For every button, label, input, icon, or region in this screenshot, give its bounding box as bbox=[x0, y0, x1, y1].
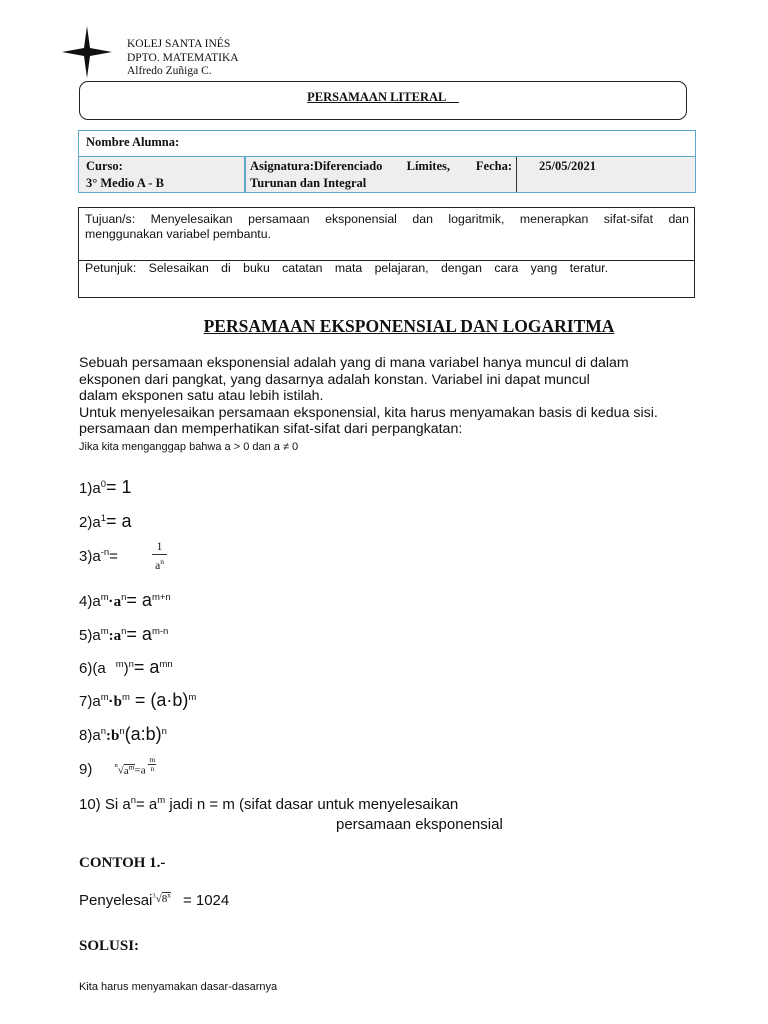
intro-line-4: Untuk menyelesaikan persamaan eksponensial, kita harus menyamakan basis di kedua sisi. bbox=[79, 405, 658, 421]
school-name: KOLEJ SANTA INÉS bbox=[127, 38, 231, 50]
section-title: PERSAMAAN EKSPONENSIAL DAN LOGARITMA bbox=[203, 316, 615, 336]
exponent-fraction: $\frac{m}{n}$ bbox=[149, 755, 156, 774]
example-title: CONTOH 1.- bbox=[79, 855, 166, 871]
example-equation: Penyelesai$^{^3√8^x}$ = 1024 bbox=[79, 890, 230, 909]
page-title: PERSAMAAN LITERAL bbox=[307, 90, 447, 104]
solution-text: Kita harus menyamakan dasar-dasarnya bbox=[79, 981, 278, 993]
property-1: $1)a^0= 1$ bbox=[79, 477, 132, 497]
intro-line-3: dalam eksponen satu atau lebih istilah. bbox=[79, 388, 324, 404]
course-value: 3° Medio A - B bbox=[86, 176, 164, 190]
goal-line-1: Tujuan/s: Menyelesaikan persamaan eksponensial dan logaritmik, menerapkan sifat-sifat dan bbox=[85, 212, 689, 226]
property-2: $2)a^1= a$ bbox=[79, 511, 132, 531]
property-4: $4)a^m\cdot a^n= a^{m+n}$ bbox=[79, 590, 171, 610]
property-8: $8)a^n:b^n(a:b)^n$ bbox=[79, 724, 167, 744]
school-cross-logo-icon bbox=[62, 26, 112, 78]
department-name: DPTO. MATEMATIKA bbox=[127, 51, 239, 64]
property-10: 10) Si $a^n= a^m$ jadi n = m (sifat dasar untuk menyelesaikan bbox=[79, 795, 459, 813]
cube-root-expression: 3√8x bbox=[152, 890, 171, 905]
assumption-text: Jika kita menganggap bahwa a > 0 dan a ≠ 0 bbox=[79, 441, 299, 453]
solution-title: SOLUSI: bbox=[79, 938, 140, 954]
intro-line-5: persamaan dan memperhatikan sifat-sifat dari perpangkatan: bbox=[79, 421, 463, 437]
intro-line-1: Sebuah persamaan eksponensial adalah yang di mana variabel hanya muncul di dalam bbox=[79, 355, 629, 371]
subject-line-2: Turunan dan Integral bbox=[250, 176, 367, 190]
title-box bbox=[79, 81, 687, 120]
intro-line-2: eksponen dari pangkat, yang dasarnya adalah konstan. Variabel ini dapat muncul bbox=[79, 372, 590, 388]
objectives-table bbox=[78, 207, 695, 298]
teacher-name: Alfredo Zuñiga C. bbox=[127, 65, 212, 77]
property-6: 6)(a $^m)^n= a^{mn}$ bbox=[79, 657, 173, 677]
property-7: $7)a^m\cdot b^m = (a\cdot b)^m$ bbox=[79, 690, 197, 710]
fraction-one-over-a-n: $\frac{1}{a^n}$ bbox=[152, 541, 167, 573]
date-value: 25/05/2021 bbox=[539, 159, 596, 173]
goal-line-2: menggunakan variabel pembantu. bbox=[85, 227, 271, 241]
student-name-label: Nombre Alumna: bbox=[86, 135, 180, 149]
property-5: $5)a^m:a^n= a^{m-n}$ bbox=[79, 624, 169, 644]
instruction-text: Petunjuk: Selesaikan di buku catatan mata pelajaran, dengan cara yang teratur. bbox=[85, 261, 608, 275]
property-9: 9) $^n√a^m=a$ $\frac{m}{n}$ bbox=[79, 755, 156, 778]
property-10-line-2: persamaan eksponensial bbox=[336, 816, 503, 833]
subject-line-1: Asignatura:Diferenciado Límites, Fecha: bbox=[250, 159, 512, 173]
school-info bbox=[127, 38, 239, 79]
student-name-row bbox=[79, 131, 695, 157]
property-3: $3)a^{-n}=$ $\frac{1}{a^n}$ bbox=[79, 541, 167, 573]
radical-expression: $^n√a^m=a$ $\frac{m}{n}$ bbox=[114, 755, 156, 777]
course-label: Curso: bbox=[86, 159, 123, 173]
date-label: Fecha: bbox=[475, 159, 512, 173]
student-info-table bbox=[78, 130, 696, 193]
course-row bbox=[79, 157, 695, 192]
